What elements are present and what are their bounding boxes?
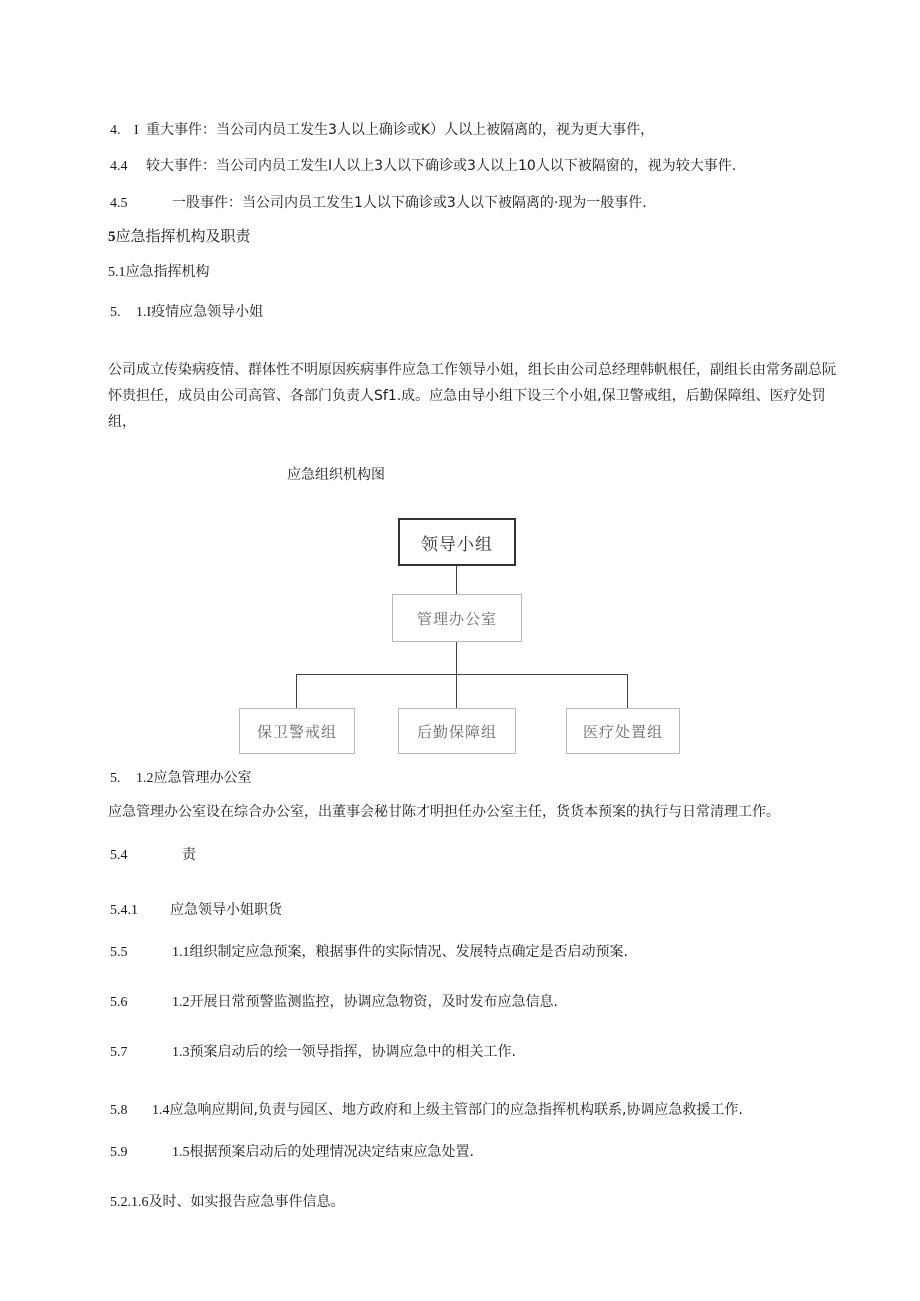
org-box-medical: 医疗处置组 [566, 708, 680, 754]
connector-top [456, 566, 457, 594]
item-4-major: 4. I 重大事件：当公司内员工发生3人以上确诊或K）人以上被隔离的，视为更大事件， [110, 122, 655, 138]
org-chart-title: 应急组织机构图 [287, 467, 385, 483]
section-5-4-1-heading: 5.4.1 应急领导小姐职货 [110, 902, 282, 918]
duty-item: 5.8 1.4应急响应期间,负责与园区、地方政府和上级主管部门的应急指挥机构联系,协调应急救援工作. [110, 1102, 743, 1118]
org-box-admin-office: 管理办公室 [392, 594, 522, 642]
org-box-leadership: 领导小组 [398, 518, 516, 566]
duty-item-last: 5.2.1.6及时、如实报告应急事件信息。 [110, 1194, 345, 1210]
section-5-1-2-heading: 5. 1.2应急管理办公室 [110, 770, 252, 786]
paragraph-leadership-group: 公司成立传染病疫情、群体性不明原因疾病事件应急工作领导小姐，组长由公司总经理韩帆根任，副组长由常务副总阮怀贵担任，成员由公司高管、各部门负责人Sf1.成。应急由导小组下设三个小姐,保卫警戒组，后勤保障组、医疗处罚组， [108, 362, 836, 430]
duty-item: 5.7 1.3预案启动后的绘一领导指挥，协调应急中的相关工作. [110, 1044, 516, 1060]
duty-item: 5.6 1.2开展日常预警监测监控，协调应急物资，及时发布应急信息. [110, 994, 558, 1010]
duty-item: 5.9 1.5根据预案启动后的处理情况决定结束应急处置. [110, 1144, 474, 1160]
connector-middle [456, 642, 457, 674]
item-4-4-large: 4.4 较大事件：当公司内员工发生I人以上3人以下确诊或3人以上10人以下被隔窗的，视为较大事件. [110, 158, 737, 174]
section-5-4-heading: 5.4 责 [110, 847, 196, 863]
paragraph-admin-office: 应急管理办公室设在综合办公室，出董事会秘甘陈才明担任办公室主任，货货本预案的执行与日常清理工作。 [108, 804, 780, 820]
duty-item: 5.5 1.1组织制定应急预案，粮据事件的实际情况、发展特点确定是否启动预案. [110, 944, 628, 960]
connector-right [627, 674, 628, 708]
org-box-logistics: 后勤保障组 [398, 708, 516, 754]
connector-center [456, 674, 457, 708]
org-box-security: 保卫警戒组 [239, 708, 355, 754]
item-4-5-general: 4.5 一股事件：当公司内员工发生1人以下确诊或3人以下被隔离的·现为一般事件. [110, 195, 647, 211]
section-5-heading: 5应急指挥机构及职责 [108, 227, 251, 245]
section-5-1-1-heading: 5. 1.I疫情应急领导小姐 [110, 304, 264, 320]
connector-horizontal [296, 674, 628, 675]
section-5-1-heading: 5.1应急指挥机构 [108, 264, 210, 280]
connector-left [296, 674, 297, 708]
